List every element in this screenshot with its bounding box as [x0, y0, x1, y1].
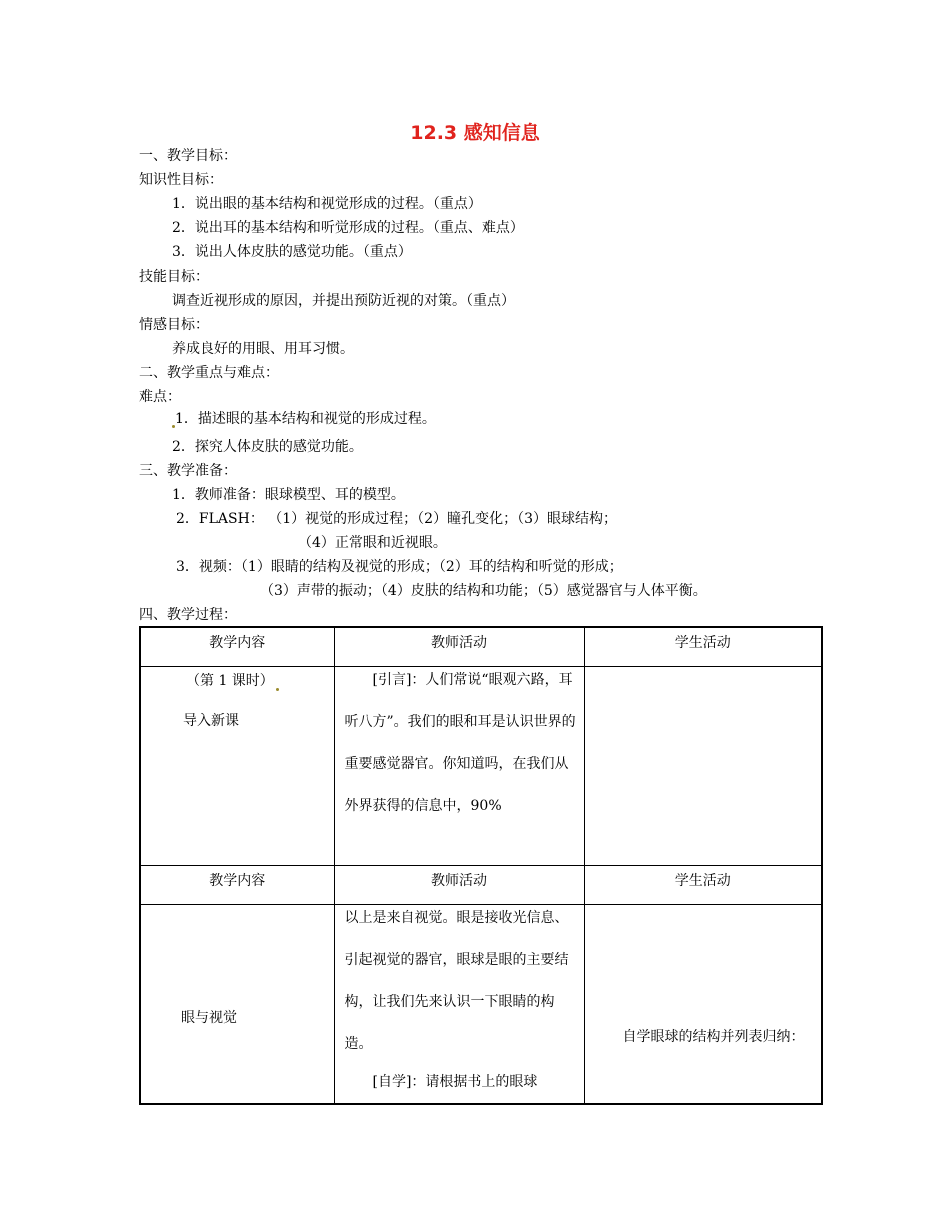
table-row [140, 667, 822, 866]
objective-item: 3．说出人体皮肤的感觉功能。（重点） [172, 244, 412, 260]
subheading-emotion: 情感目标： [139, 317, 209, 333]
topic-eye-vision: 眼与视觉 [181, 1010, 237, 1026]
topic-intro: 导入新课 [183, 713, 239, 729]
student-activity-text: 自学眼球的结构并列表归纳： [622, 1029, 805, 1045]
lesson-process-table [139, 626, 823, 1105]
header-content: 教学内容 [140, 627, 334, 667]
content-cell [140, 667, 334, 866]
objective-item: 2．说出耳的基本结构和听觉形成的过程。（重点、难点） [172, 220, 524, 236]
subheading-skills: 技能目标： [139, 269, 209, 285]
teacher-activity-text: [自学]：请根据书上的眼球 [372, 1074, 538, 1090]
difficulty-item: 1．描述眼的基本结构和视觉的形成过程。 [172, 410, 436, 428]
teacher-activity-text: [引言]：人们常说“眼观六路，耳听八方”。我们的眼和耳是认识世界的重要感觉器官。你知道吗，在我们从外界获得的信息中，90% [344, 672, 576, 814]
student-activity-cell [584, 905, 822, 1105]
header-content: 教学内容 [140, 866, 334, 905]
section-heading-key-points: 二、教学重点与难点： [139, 365, 279, 381]
section-heading-preparation: 三、教学准备： [139, 463, 237, 479]
header-student-activity: 学生活动 [584, 627, 822, 667]
header-student-activity: 学生活动 [584, 866, 822, 905]
teacher-activity-cell [334, 667, 584, 866]
header-teacher-activity: 教师活动 [334, 866, 584, 905]
teacher-activity-text: 以上是来自视觉。眼是接收光信息、引起视觉的器官，眼球是眼的主要结构，让我们先来认识一下眼睛的构造。 [344, 910, 569, 1052]
lesson-number: （第 1 课时） [141, 667, 334, 691]
student-activity-cell [584, 667, 822, 866]
document-title: 12.3 感知信息 [410, 122, 540, 144]
preparation-item: 3．视频：（1）眼睛的结构及视觉的形成；（2）耳的结构和听觉的形成； [176, 559, 623, 575]
section-heading-objectives: 一、教学目标： [139, 148, 237, 164]
section-heading-process: 四、教学过程： [139, 607, 237, 623]
teacher-activity-cell [334, 905, 584, 1105]
difficulty-item: 2．探究人体皮肤的感觉功能。 [172, 439, 363, 455]
preparation-item: 2．FLASH： （1）视觉的形成过程；（2）瞳孔变化；（3）眼球结构； [176, 511, 617, 527]
subheading-difficulties: 难点： [139, 389, 181, 405]
table-row [140, 905, 822, 1105]
emotion-item: 养成良好的用眼、用耳习惯。 [172, 341, 354, 357]
subheading-knowledge: 知识性目标： [139, 172, 223, 188]
objective-item: 1．说出眼的基本结构和视觉形成的过程。（重点） [172, 196, 482, 212]
content-cell [140, 905, 334, 1105]
preparation-item-continued: （3）声带的振动；（4）皮肤的结构和功能；（5）感觉器官与人体平衡。 [260, 583, 707, 599]
stray-mark [276, 688, 279, 691]
preparation-item-continued: （4）正常眼和近视眼。 [298, 535, 447, 551]
preparation-item: 1．教师准备：眼球模型、耳的模型。 [172, 487, 405, 503]
skill-item: 调查近视形成的原因，并提出预防近视的对策。（重点） [172, 293, 515, 309]
header-teacher-activity: 教师活动 [334, 627, 584, 667]
